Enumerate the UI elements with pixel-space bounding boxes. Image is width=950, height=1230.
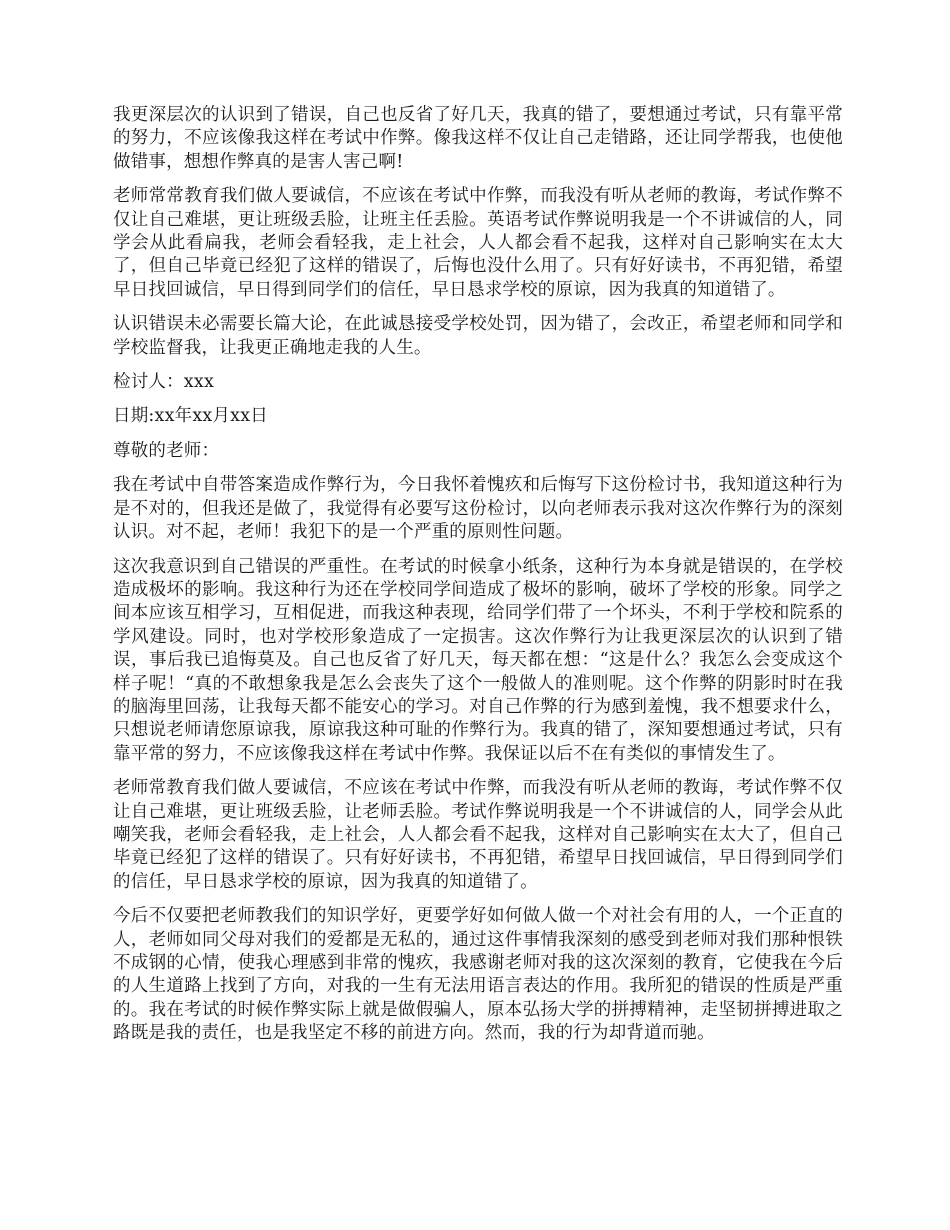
paragraph-2: 老师常常教育我们做人要诚信，不应该在考试中作弊，而我没有听从老师的教诲，考试作弊不仅让自己难堪，更让班级丢脸，让班主任丢脸。英语考试作弊说明我是一个不讲诚信的人，同学会从此看扁我，老师会看轻我，走上社会，人人都会看不起我，这样对自己影响实在太大了，但自己毕竟已经犯了这样的错误了，后悔也没什么用了。只有好好读书，不再犯错，希望早日找回诚信，早日得到同学们的信任，早日恳求学校的原谅，因为我真的知道错了。 — [113, 186, 843, 300]
paragraph-1: 我更深层次的认识到了错误，自己也反省了好几天，我真的错了，要想通过考试，只有靠平常的努力，不应该像我这样在考试中作弊。像我这样不仅让自己走错路，还让同学帮我，也使他做错事，想想作弊真的是害人害己啊! — [113, 105, 843, 172]
paragraph-7: 我在考试中自带答案造成作弊行为，今日我怀着愧疚和后悔写下这份检讨书，我知道这种行为是不对的，但我还是做了，我觉得有必要写这份检讨，以向老师表示我对这次作弊行为的深刻认识。对不起，老师！我犯下的是一个严重的原则性问题。 — [113, 475, 843, 543]
signature-line: 检讨人：xxx — [113, 372, 215, 393]
document-body — [113, 104, 843, 1057]
salutation: 尊敬的老师： — [113, 440, 220, 461]
date-line: 日期:xx年xx月xx日 — [113, 406, 269, 427]
paragraph-3: 认识错误未必需要长篇大论，在此诚恳接受学校处罚，因为错了，会改正，希望老师和同学和学校监督我，让我更正确地走我的人生。 — [113, 314, 843, 358]
paragraph-9: 老师常教育我们做人要诚信，不应该在考试中作弊，而我没有听从老师的教诲，考试作弊不仅让自己难堪，更让班级丢脸，让老师丢脸。考试作弊说明我是一个不讲诚信的人，同学会从此嘲笑我，老师会看轻我，走上社会，人人都会看不起我，这样对自己影响实在太大了，但自己毕竟已经犯了这样的错误了。只有好好读书，不再犯错，希望早日找回诚信，早日得到同学们的信任，早日恳求学校的原谅，因为我真的知道错了。 — [113, 778, 843, 892]
paragraph-10: 今后不仅要把老师教我们的知识学好，更要学好如何做人做一个对社会有用的人，一个正直的人，老师如同父母对我们的爱都是无私的，通过这件事情我深刻的感受到老师对我们那种恨铁不成钢的心情，使我心理感到非常的愧疚，我感谢老师对我的这次深刻的教育，它使我在今后的人生道路上找到了方向，对我的一生有无法用语言表达的作用。我所犯的错误的性质是严重的。我在考试的时候作弊实际上就是做假骗人，原本弘扬大学的拼搏精神，走坚韧拼搏进取之路既是我的责任，也是我坚定不移的前进方向。然而，我的行为却背道而驰。 — [113, 906, 843, 1044]
paragraph-8: 这次我意识到自己错误的严重性。在考试的时候拿小纸条，这种行为本身就是错误的，在学校造成极坏的影响。我这种行为还在学校同学间造成了极坏的影响，破坏了学校的形象。同学之间本应该互相学习，互相促进，而我这种表现，给同学们带了一个坏头，不利于学校和院系的学风建设。同时，也对学校形象造成了一定损害。这次作弊行为让我更深层次的认识到了错误，事后我已追悔莫及。自己也反省了好几天，每天都在想：“这是什么？我怎么会变成这个样子呢！“真的不敢想象我是怎么会丧失了这个一般做人的准则呢。这个作弊的阴影时时在我的脑海里回荡，让我每天都不能安心的学习。对自己作弊的行为感到羞愧，我不想要求什么，只想说老师请您原谅我，原谅我这种可耻的作弊行为。我真的错了，深知要想通过考试，只有靠平常的努力，不应该像我这样在考试中作弊。我保证以后不在有类似的事情发生了。 — [113, 556, 843, 764]
